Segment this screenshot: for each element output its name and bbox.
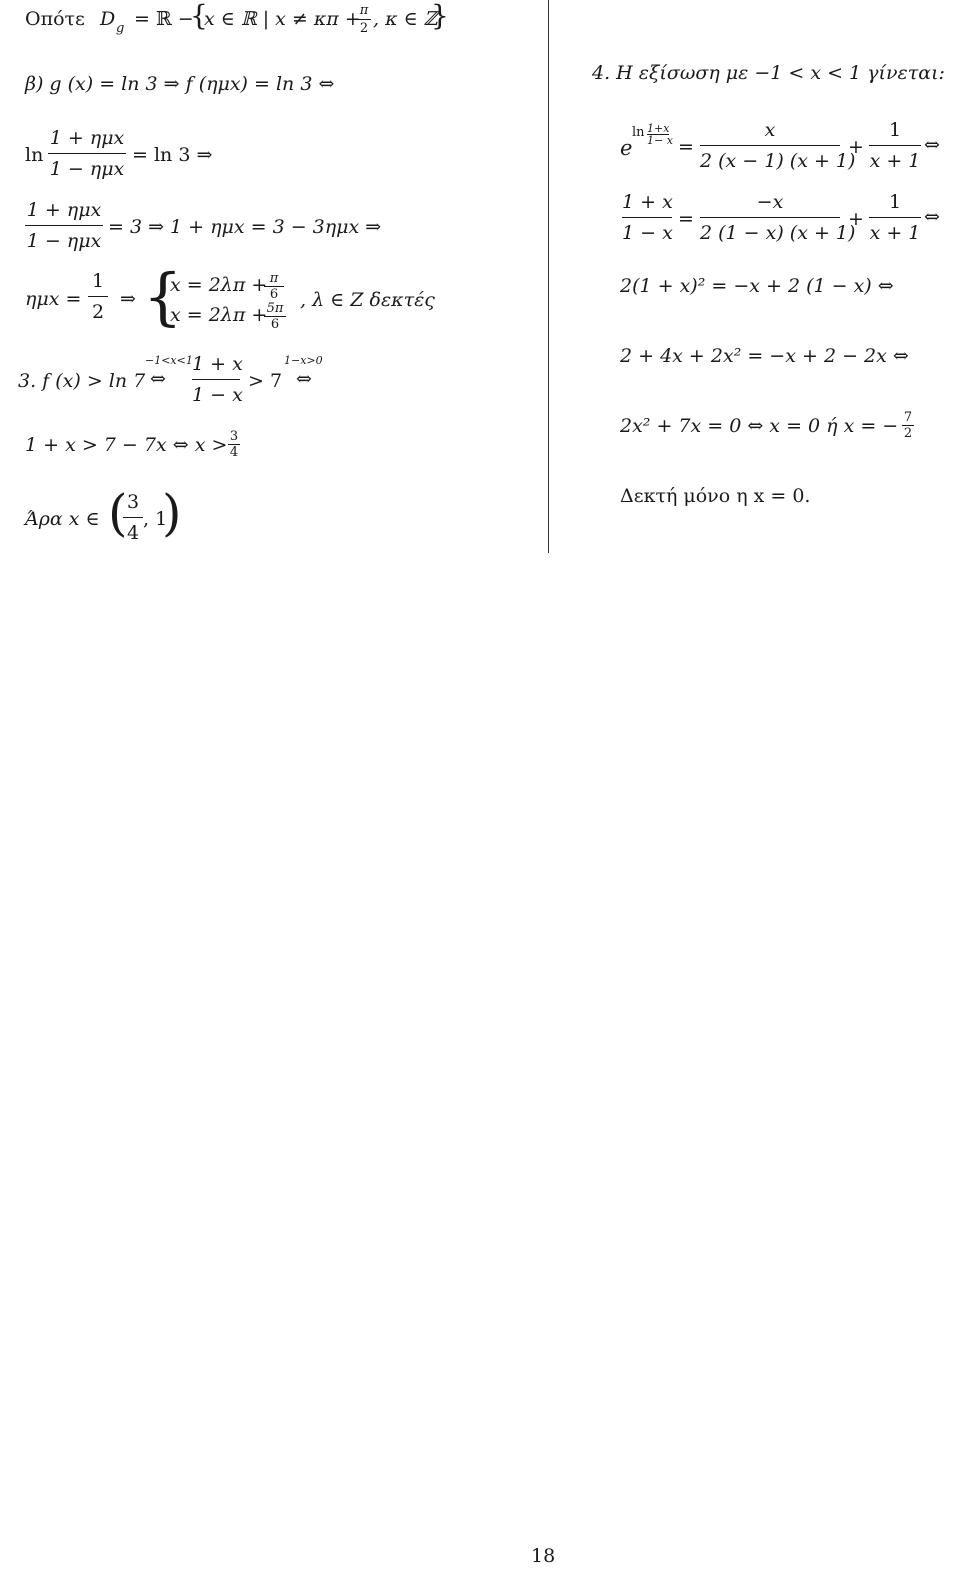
solution-tail: , λ ∈ Z δεκτές bbox=[300, 289, 435, 311]
ln-label: ln bbox=[25, 144, 44, 166]
equation-rhs: = ln 3 ⇒ bbox=[132, 144, 213, 166]
part-b-first-line: β) g (x) = ln 3 ⇒ f (ημx) = ln 3 ⇔ bbox=[25, 73, 335, 95]
iff-arrow: ⇔ bbox=[150, 368, 166, 390]
answer-denominator: 4 bbox=[126, 522, 140, 544]
half-denominator: 2 bbox=[91, 301, 105, 323]
right-paren: ) bbox=[162, 484, 182, 542]
part-3-lhs: 3. f (x) > ln 7 bbox=[18, 370, 146, 392]
equals-sign-2: = bbox=[678, 208, 694, 230]
equals-sign: = bbox=[678, 136, 694, 158]
answer-numerator: 3 bbox=[126, 491, 140, 513]
greater-than-seven: > 7 bbox=[248, 370, 283, 392]
half-numerator: 1 bbox=[91, 270, 105, 292]
exponent-fraction bbox=[647, 122, 673, 147]
first-rhs-denominator: 2 (x − 1) (x + 1) bbox=[700, 150, 856, 172]
iff-arrow-2: ⇔ bbox=[924, 206, 940, 228]
fraction-denominator: 1 − x bbox=[192, 384, 243, 406]
fraction-numerator: 1 + ημx bbox=[26, 199, 102, 221]
column-divider bbox=[548, 0, 549, 553]
fraction-numerator: 1 + x bbox=[192, 353, 243, 375]
fraction-one-plus-x-over-one-minus-x bbox=[192, 353, 243, 406]
first-rhs-numerator: x bbox=[764, 119, 776, 141]
two-denominator: 2 bbox=[359, 21, 369, 36]
answer-label: Άρα x ∈ bbox=[25, 508, 100, 530]
seven-halves bbox=[902, 411, 914, 440]
domain-rhs: = ℝ − bbox=[134, 8, 194, 30]
fraction-one-plus-over-one-minus-2 bbox=[25, 201, 103, 251]
conclusion: Δεκτή μόνο η x = 0. bbox=[620, 485, 811, 507]
one-half bbox=[88, 272, 108, 322]
solution-line-2: x = 2λπ + bbox=[170, 304, 268, 326]
condition-interval: −1<x<1 bbox=[145, 354, 193, 367]
exercise-4-intro: 4. Η εξίσωση με −1 < x < 1 γίνεται: bbox=[592, 62, 945, 84]
left-paren: ( bbox=[108, 484, 128, 542]
left-curly-brace: { bbox=[190, 0, 208, 32]
seven-halves-numerator: 7 bbox=[903, 410, 913, 425]
right-numerator: 1 bbox=[888, 191, 902, 213]
pi-over-six-numerator: π bbox=[269, 271, 279, 286]
domain-subscript: g bbox=[116, 21, 125, 36]
euler-e: e bbox=[620, 136, 633, 160]
right-curly-brace: } bbox=[431, 0, 449, 32]
exponent-ln: ln bbox=[632, 125, 645, 140]
answer-three-quarters bbox=[123, 493, 143, 543]
lhs-denominator: 1 − x bbox=[622, 222, 673, 244]
pi-over-two bbox=[357, 4, 371, 35]
plus-sign-2: + bbox=[848, 208, 864, 230]
three-quarters-denominator: 4 bbox=[229, 445, 239, 460]
domain-symbol: D bbox=[100, 8, 116, 30]
middle-denominator: 2 (1 − x) (x + 1) bbox=[700, 222, 856, 244]
five-pi-over-six-numerator: 5π bbox=[266, 301, 284, 316]
pi-over-six-denominator: 6 bbox=[269, 287, 279, 302]
implies-arrow: ⇒ bbox=[120, 288, 136, 310]
answer-tail: , 1 bbox=[143, 508, 168, 530]
fraction-denominator: 1 − ημx bbox=[49, 158, 125, 180]
sin-equation-lhs: ημx = bbox=[25, 288, 82, 310]
iff-arrow-2: ⇔ bbox=[296, 368, 312, 390]
middle-fraction bbox=[700, 191, 856, 244]
middle-numerator: −x bbox=[756, 191, 784, 213]
second-rhs-numerator: 1 bbox=[888, 119, 902, 141]
exponent-denominator: 1− x bbox=[647, 134, 673, 147]
equation-rhs-2: = 3 ⇒ 1 + ημx = 3 − 3ημx ⇒ bbox=[108, 216, 382, 238]
second-rhs-denominator: x + 1 bbox=[869, 150, 921, 172]
domain-set-inner: x ∈ ℝ | x ≠ κπ + bbox=[204, 8, 361, 30]
exponent-numerator: 1+x bbox=[647, 122, 670, 135]
right-fraction bbox=[869, 193, 921, 243]
equation-line-5: 2x² + 7x = 0 ⇔ x = 0 ή x = − bbox=[620, 415, 899, 437]
fraction-numerator: 1 + ημx bbox=[49, 127, 125, 149]
lhs-numerator: 1 + x bbox=[622, 191, 673, 213]
part-3-line-2: 1 + x > 7 − 7x ⇔ x > bbox=[25, 434, 228, 456]
five-pi-over-six-denominator: 6 bbox=[270, 317, 280, 332]
domain-set-tail: , κ ∈ ℤ bbox=[373, 8, 438, 30]
system-brace: { bbox=[143, 260, 183, 333]
iff-arrow: ⇔ bbox=[924, 134, 940, 156]
equation-line-4: 2 + 4x + 2x² = −x + 2 − 2x ⇔ bbox=[620, 345, 909, 367]
seven-halves-denominator: 2 bbox=[903, 426, 913, 441]
pi-numerator: π bbox=[359, 3, 369, 18]
right-denominator: x + 1 bbox=[869, 222, 921, 244]
first-rhs-fraction bbox=[700, 119, 856, 172]
fraction-denominator: 1 − ημx bbox=[26, 230, 102, 252]
solution-line-1: x = 2λπ + bbox=[170, 274, 268, 296]
plus-sign: + bbox=[848, 136, 864, 158]
three-quarters-numerator: 3 bbox=[229, 429, 239, 444]
equation-line-3: 2(1 + x)² = −x + 2 (1 − x) ⇔ bbox=[620, 275, 894, 297]
three-quarters bbox=[228, 430, 240, 459]
page-number: 18 bbox=[531, 1545, 556, 1567]
domain-label: Οπότε bbox=[25, 8, 85, 30]
second-rhs-fraction bbox=[869, 121, 921, 171]
lhs-fraction bbox=[622, 193, 672, 243]
condition-positive: 1−x>0 bbox=[284, 354, 323, 367]
pi-over-six bbox=[264, 272, 284, 301]
fraction-one-plus-over-one-minus bbox=[48, 129, 126, 179]
five-pi-over-six bbox=[264, 302, 286, 331]
